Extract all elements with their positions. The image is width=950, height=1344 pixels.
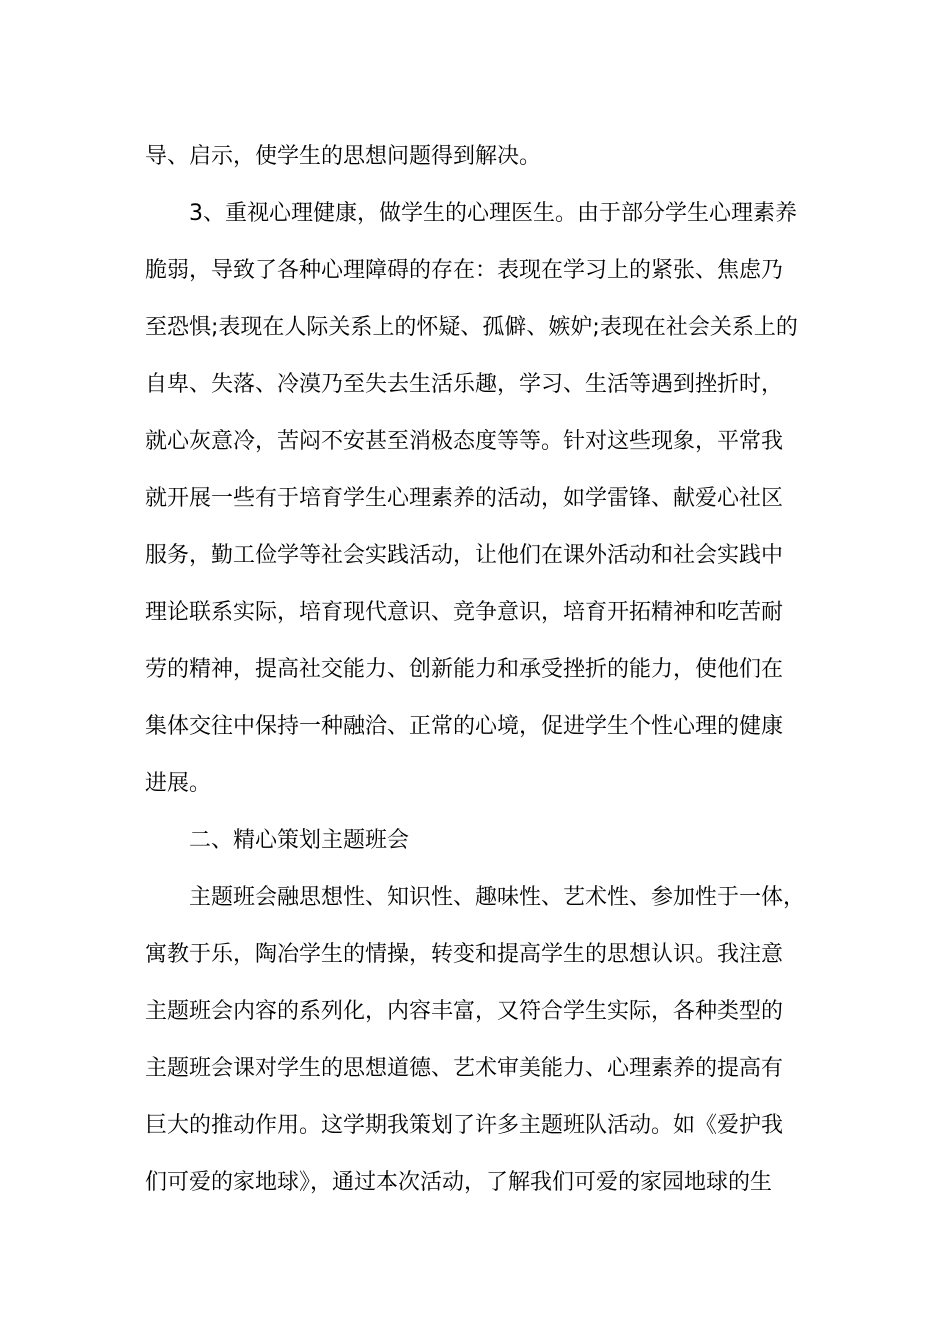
- text-line: 主题班会课对学生的思想道德、艺术审美能力、心理素养的提高有: [145, 1056, 784, 1081]
- text-line: 巨大的推动作用。这学期我策划了许多主题班队活动。如《爱护我: [145, 1113, 784, 1138]
- text-line: 们可爱的家地球》，通过本次活动，了解我们可爱的家园地球的生: [145, 1170, 773, 1195]
- text-line: 就开展一些有于培育学生心理素养的活动，如学雷锋、献爱心社区: [145, 486, 784, 511]
- text-line: 寓教于乐，陶冶学生的情操，转变和提高学生的思想认识。我注意: [145, 942, 784, 967]
- text-line: 劳的精神，提高社交能力、创新能力和承受挫折的能力，使他们在: [145, 657, 784, 682]
- text-line: 集体交往中保持一种融洽、正常的心境，促进学生个性心理的健康: [145, 714, 784, 739]
- paragraph-heading-line: 3、重视心理健康，做学生的心理医生。由于部分学生心理素养: [189, 201, 797, 226]
- text-line: 服务，勤工俭学等社会实践活动，让他们在课外活动和社会实践中: [145, 543, 784, 568]
- section-heading: 二、精心策划主题班会: [189, 828, 410, 853]
- text-line: 脆弱，导致了各种心理障碍的存在：表现在学习上的紧张、焦虑乃: [145, 258, 784, 283]
- text-line: 自卑、失落、冷漠乃至失去生活乐趣，学习、生活等遇到挫折时，: [145, 372, 784, 397]
- text-line: 主题班会融思想性、知识性、趣味性、艺术性、参加性于一体，: [189, 885, 806, 910]
- text-line: 至恐惧;表现在人际关系上的怀疑、孤僻、嫉妒;表现在社会关系上的: [145, 315, 798, 340]
- body-text: [145, 128, 825, 1211]
- text-line: 就心灰意冷，苦闷不安甚至消极态度等等。针对这些现象，平常我: [145, 429, 784, 454]
- text-line: 理论联系实际，培育现代意识、竞争意识，培育开拓精神和吃苦耐: [145, 600, 784, 625]
- text-line: 主题班会内容的系列化，内容丰富，又符合学生实际，各种类型的: [145, 999, 784, 1024]
- text-line: 导、启示，使学生的思想问题得到解决。: [145, 144, 542, 169]
- text-line: 进展。: [145, 771, 212, 796]
